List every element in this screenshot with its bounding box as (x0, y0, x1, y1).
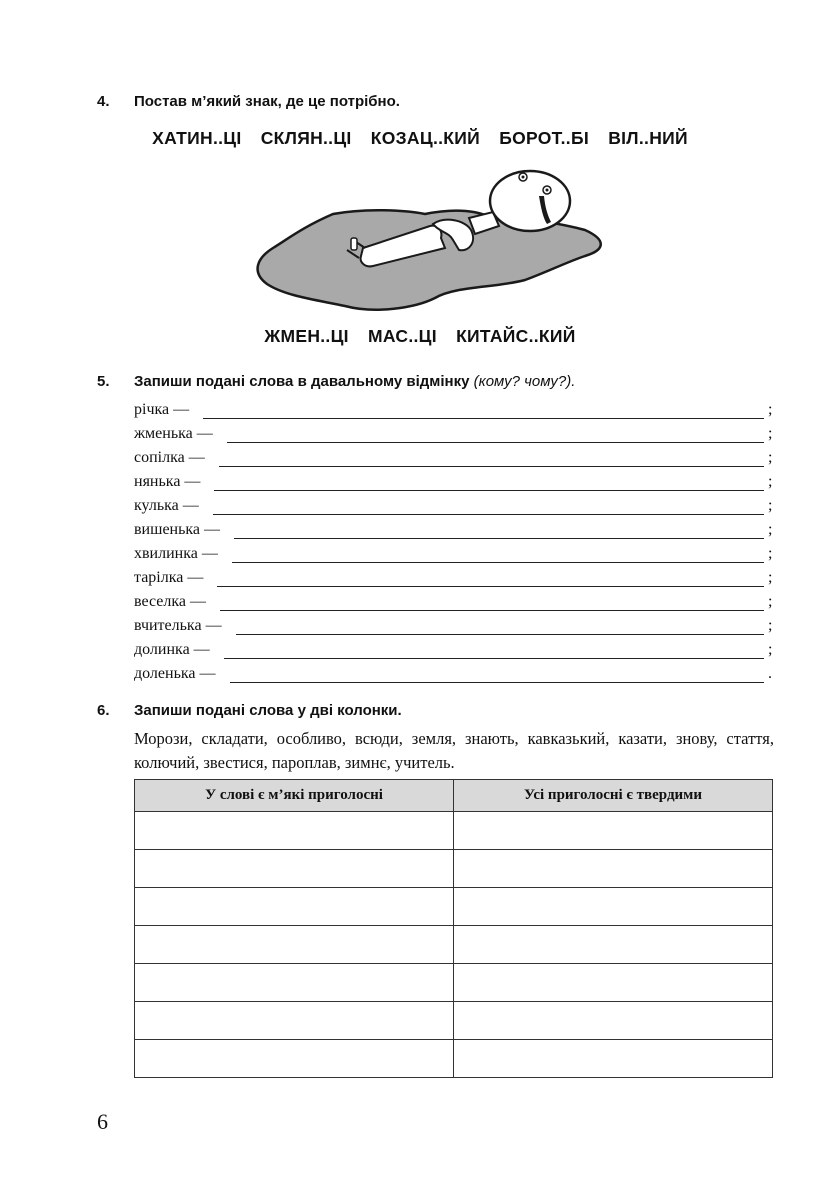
table-row (135, 850, 773, 888)
word-item: БОРОТ..БІ (499, 128, 590, 148)
answer-cell[interactable] (454, 1002, 773, 1040)
exercise-row (134, 565, 774, 587)
table-row (135, 964, 773, 1002)
answer-line[interactable] (203, 402, 764, 419)
exercise-row (134, 637, 774, 659)
row-punctuation: ; (768, 569, 773, 586)
exercise-row (134, 613, 774, 635)
exercise-word: тарілка — (134, 569, 204, 586)
exercise-row (134, 493, 774, 515)
answer-cell[interactable] (135, 812, 454, 850)
answer-cell[interactable] (454, 964, 773, 1002)
exercise-word: вишенька — (134, 521, 221, 538)
task-number: 5. (97, 373, 110, 390)
row-punctuation: ; (768, 449, 773, 466)
word-item: КИТАЙС..КИЙ (456, 326, 576, 346)
answer-line[interactable] (227, 426, 764, 443)
word-item: МАС..ЦІ (368, 326, 437, 346)
exercise-word: сопілка — (134, 449, 205, 466)
answer-line[interactable] (234, 522, 764, 539)
row-punctuation: ; (768, 617, 773, 634)
table-row (135, 1040, 773, 1078)
word-item: СКЛЯН..ЦІ (260, 128, 352, 148)
exercise-word: кулька — (134, 497, 199, 514)
answer-cell[interactable] (135, 850, 454, 888)
answer-cell[interactable] (135, 926, 454, 964)
column-header-soft: У слові є м’які приголосні (135, 780, 454, 812)
answer-cell[interactable] (454, 926, 773, 964)
table-row (135, 1002, 773, 1040)
task-number: 6. (97, 702, 110, 719)
exercise-word: долинка — (134, 641, 210, 658)
answer-line[interactable] (232, 546, 764, 563)
page-number: 6 (97, 1109, 108, 1134)
row-punctuation: . (768, 665, 772, 682)
task-title: Постав м’який знак, де це потрібно. (134, 93, 400, 110)
answer-cell[interactable] (135, 1002, 454, 1040)
answer-line[interactable] (236, 618, 764, 635)
exercise-row (134, 541, 774, 563)
row-punctuation: ; (768, 545, 773, 562)
answer-cell[interactable] (454, 1040, 773, 1078)
answer-line[interactable] (217, 570, 764, 587)
answer-cell[interactable] (454, 850, 773, 888)
answer-cell[interactable] (135, 888, 454, 926)
answer-line[interactable] (214, 474, 764, 491)
task-5-heading (97, 373, 575, 390)
exercise-word: жменька — (134, 425, 213, 442)
two-column-table (134, 779, 773, 1078)
exercise-word: веселка — (134, 593, 206, 610)
task-4-heading (97, 93, 400, 110)
word-item: КОЗАЦ..КИЙ (370, 128, 481, 148)
word-item: ХАТИН..ЦІ (152, 128, 242, 148)
exercise-row (134, 397, 774, 419)
task-number: 4. (97, 93, 110, 110)
task-hint: (кому? чому?). (473, 373, 576, 390)
words-row-2 (0, 326, 840, 347)
answer-line[interactable] (224, 642, 764, 659)
answer-cell[interactable] (135, 964, 454, 1002)
task-6-heading (97, 702, 402, 719)
column-header-hard: Усі приголосні є твердими (454, 780, 773, 812)
answer-cell[interactable] (454, 888, 773, 926)
table-row (135, 812, 773, 850)
exercise-word: річка — (134, 401, 190, 418)
exercise-word: нянька — (134, 473, 201, 490)
row-punctuation: ; (768, 641, 773, 658)
exercise-row (134, 421, 774, 443)
exercise-word: вчителька — (134, 617, 222, 634)
melted-figure-illustration (255, 168, 610, 320)
row-punctuation: ; (768, 401, 773, 418)
table-row (135, 926, 773, 964)
exercise-row (134, 661, 774, 683)
exercise-row (134, 589, 774, 611)
exercise-word: доленька — (134, 665, 216, 682)
task-title: Запиши подані слова в давальному відмінку (134, 373, 470, 390)
answer-cell[interactable] (454, 812, 773, 850)
answer-line[interactable] (230, 666, 764, 683)
answer-cell[interactable] (135, 1040, 454, 1078)
answer-line[interactable] (220, 594, 764, 611)
row-punctuation: ; (768, 425, 773, 442)
word-list-paragraph: Морози, складати, особливо, всюди, земля, знають, кавказький, казати, знову, стаття, колючий, звестися, пароплав, зимнє, учитель. (134, 729, 774, 772)
answer-line[interactable] (213, 498, 764, 515)
row-punctuation: ; (768, 593, 773, 610)
exercise-row (134, 445, 774, 467)
row-punctuation: ; (768, 521, 773, 538)
words-row-1 (0, 128, 840, 149)
table-row (135, 888, 773, 926)
word-item: ЖМЕН..ЦІ (264, 326, 349, 346)
row-punctuation: ; (768, 497, 773, 514)
exercise-row (134, 469, 774, 491)
exercise-row (134, 517, 774, 539)
task-title: Запиши подані слова у дві колонки. (134, 702, 402, 719)
exercise-word: хвилинка — (134, 545, 218, 562)
row-punctuation: ; (768, 473, 773, 490)
answer-line[interactable] (219, 450, 764, 467)
word-item: ВІЛ..НИЙ (608, 128, 688, 148)
